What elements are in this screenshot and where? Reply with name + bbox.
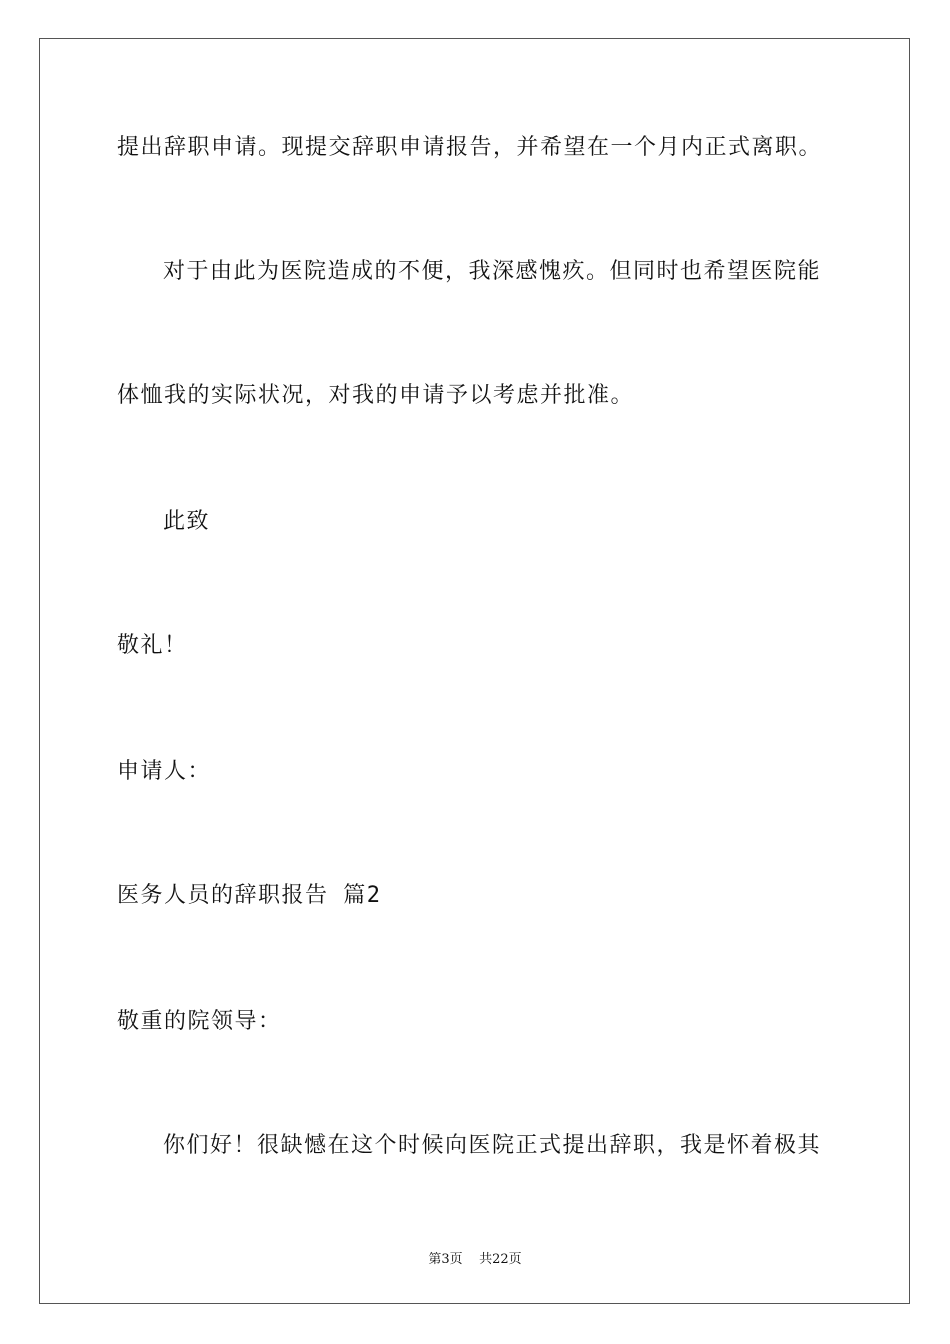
page-frame: [39, 38, 910, 1304]
closing-salutation: 此致: [163, 509, 211, 534]
body-line-2: 对于由此为医院造成的不便，我深感愧疚。但同时也希望医院能: [163, 259, 822, 284]
page-footer: [0, 1248, 950, 1267]
page-number: 第3页: [428, 1252, 463, 1267]
applicant-label: 申请人：: [117, 759, 212, 784]
closing-regards: 敬礼！: [117, 633, 188, 658]
page-total: 共22页: [479, 1252, 522, 1267]
section-title: 医务人员的辞职报告 篇2: [117, 883, 382, 908]
body-line-3: 体恤我的实际状况，对我的申请予以考虑并批准。: [117, 383, 635, 408]
greeting-line: 敬重的院领导：: [117, 1009, 282, 1034]
body-line-1: 提出辞职申请。现提交辞职申请报告，并希望在一个月内正式离职。: [117, 135, 823, 160]
body-line-4: 你们好！很缺憾在这个时候向医院正式提出辞职，我是怀着极其: [163, 1133, 822, 1158]
